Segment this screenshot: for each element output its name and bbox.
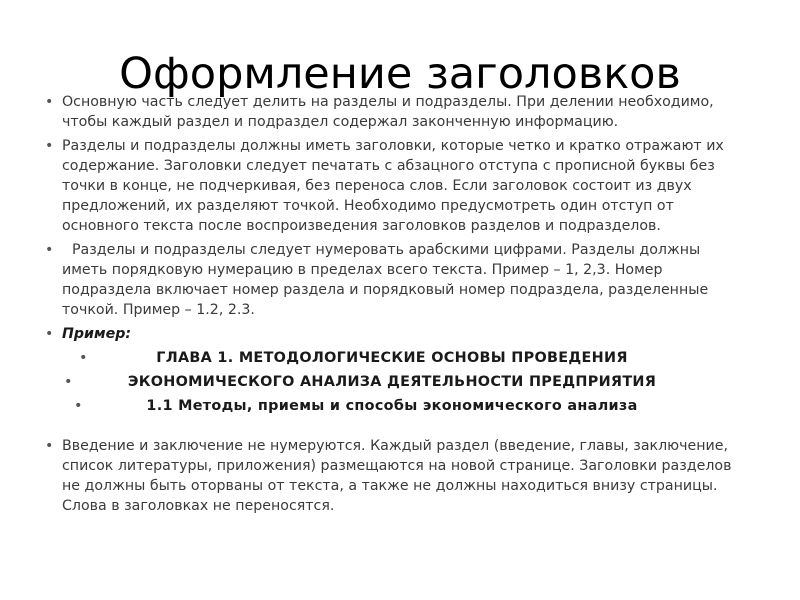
bullet-icon: • — [45, 138, 54, 154]
bullet-icon: • — [45, 326, 54, 342]
slide-title: Оформление заголовков — [119, 48, 681, 99]
bullet-text: Основную часть следует делить на разделы и подразделы. При делении необходимо, чтобы каждый раздел и подраздел содержал законченную информацию. — [62, 94, 714, 130]
bullet-text: Разделы и подразделы должны иметь заголовки, которые четко и кратко отражают их содержание. Заголовки следует печатать с абзацного отступа с прописной буквы без точки в конце, не подчеркивая, без переноса слов. Если заголовок состоит из двух предложений, их разделяют точкой. Необходимо предусмотреть один отступ от основного текста после воспроизведения заголовков разделов и подразделов. — [62, 138, 724, 234]
example-heading-line — [42, 372, 742, 396]
example-heading-text: ЭКОНОМИЧЕСКОГО АНАЛИЗА ДЕЯТЕЛЬНОСТИ ПРЕДПРИЯТИЯ — [127, 374, 657, 390]
slide-content — [42, 92, 742, 520]
example-heading-line — [42, 396, 742, 420]
bullet-item — [42, 136, 742, 236]
bullet-item — [42, 240, 742, 320]
bullet-item — [42, 436, 742, 516]
bullet-icon: • — [74, 398, 83, 414]
example-heading-text: ГЛАВА 1. МЕТОДОЛОГИЧЕСКИЕ ОСНОВЫ ПРОВЕДЕНИЯ — [156, 350, 628, 366]
bullet-icon: • — [45, 438, 54, 454]
bullet-icon: • — [45, 242, 54, 258]
bullet-text: Разделы и подразделы следует нумеровать арабскими цифрами. Разделы должны иметь порядковую нумерацию в пределах всего текста. Пример – 1, 2,3. Номер подраздела включает номер раздела и порядковый номер подраздела, разделенные точкой. Пример – 1.2, 2.3. — [62, 242, 709, 318]
bullet-item — [42, 92, 742, 132]
example-heading-text: 1.1 Методы, приемы и способы экономического анализа — [146, 398, 638, 414]
bullet-icon: • — [79, 350, 88, 366]
bullet-icon: • — [45, 94, 54, 110]
spacer — [42, 420, 742, 436]
example-label: Пример: — [62, 326, 132, 342]
bullet-icon: • — [64, 374, 73, 390]
example-item — [42, 324, 742, 344]
bullet-text: Введение и заключение не нумеруются. Каждый раздел (введение, главы, заключение, список литературы, приложения) размещаются на новой странице. Заголовки разделов не должны быть оторваны от текста, а также не должны находиться внизу страницы. Слова в заголовках не переносятся. — [62, 438, 732, 514]
example-heading-line — [42, 348, 742, 372]
